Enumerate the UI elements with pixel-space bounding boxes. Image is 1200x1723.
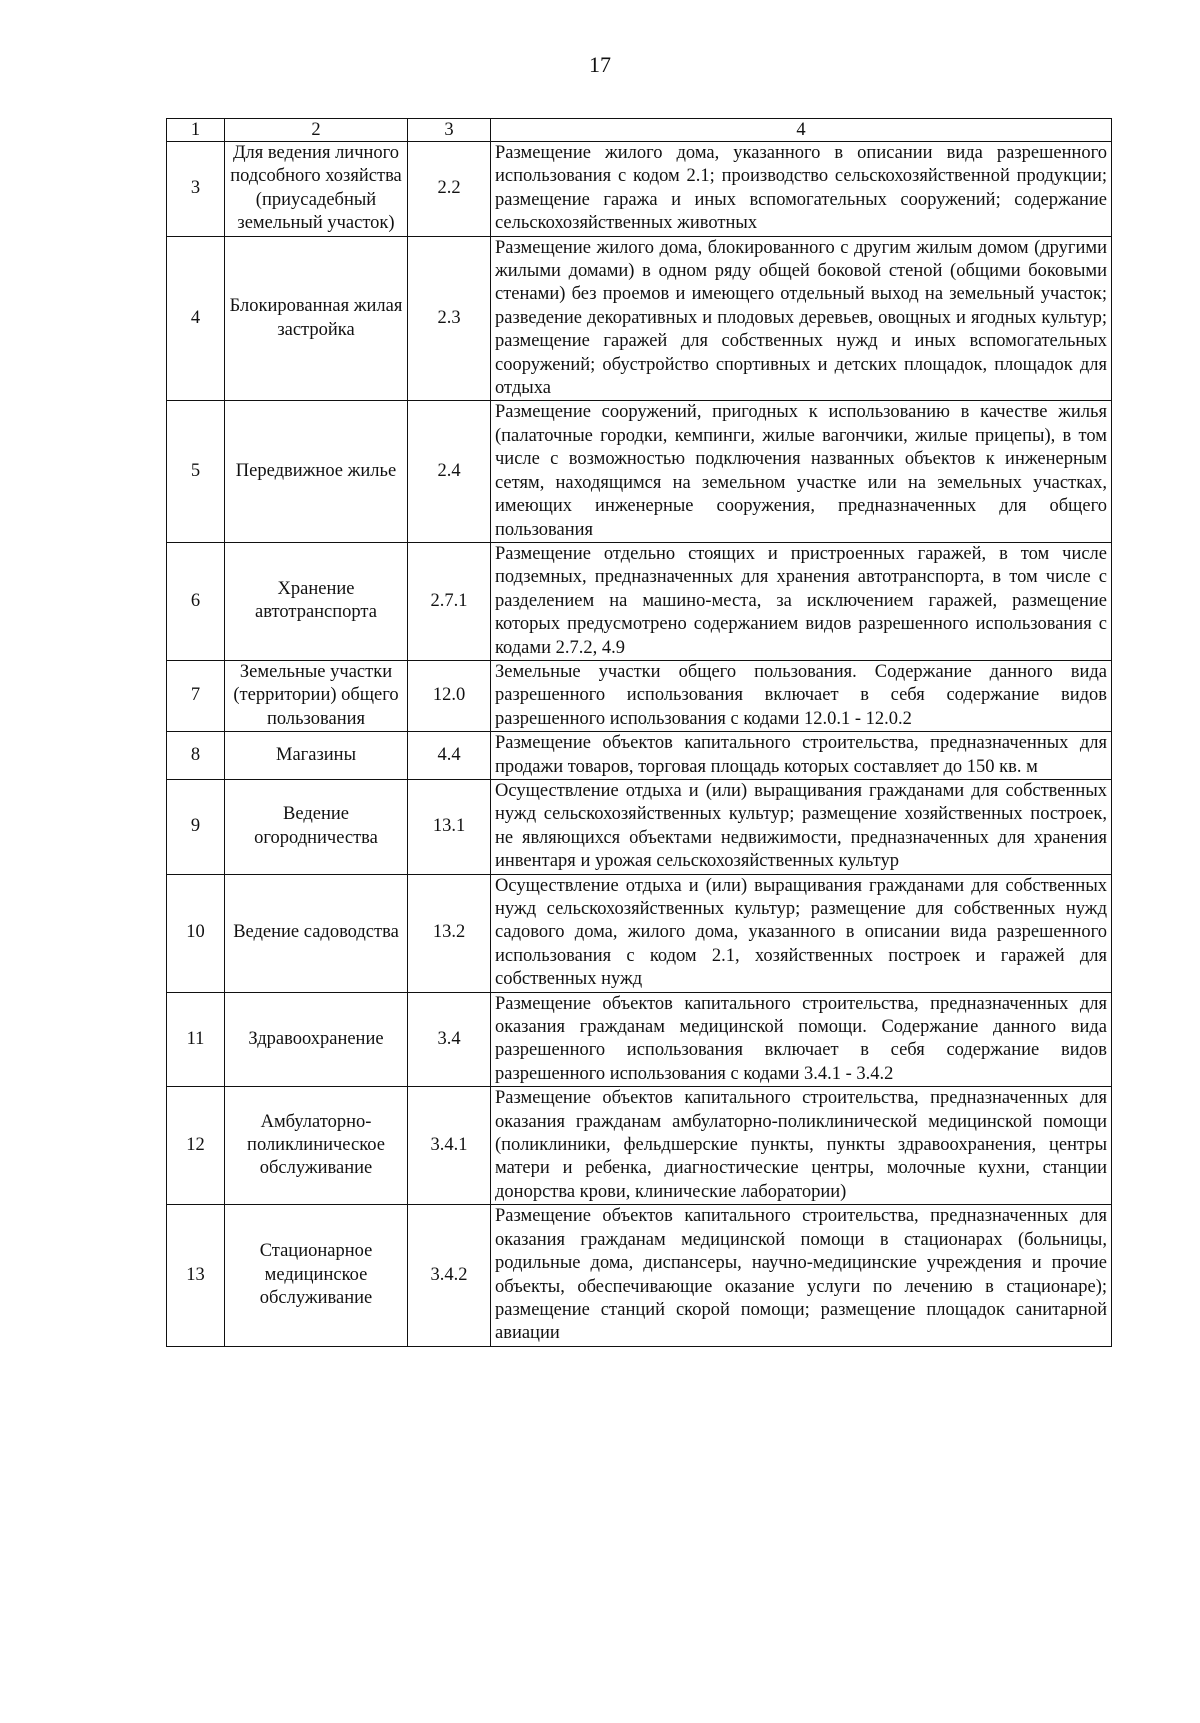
use-type-description: Размещение объектов капитального строительства, предназначенных для продажи товаров, торговая площадь которых составляет до 150 кв. м <box>491 732 1112 780</box>
table-row <box>167 236 1112 401</box>
row-number: 4 <box>167 236 225 401</box>
table-row <box>167 779 1112 874</box>
use-type-name: Ведение садоводства <box>225 874 408 992</box>
use-type-name: Земельные участки (территории) общего пользования <box>225 660 408 731</box>
row-number: 12 <box>167 1087 225 1205</box>
use-type-description: Осуществление отдыха и (или) выращивания гражданами для собственных нужд сельскохозяйственных культур; размещение для собственных нужд садового дома, жилого дома, указанного в описании вида разрешенного использования с кодом 2.1, хозяйственных построек и гаражей для собственных нужд <box>491 874 1112 992</box>
use-type-name: Ведение огородничества <box>225 779 408 874</box>
use-type-code: 12.0 <box>408 660 491 731</box>
row-number: 5 <box>167 401 225 542</box>
use-type-description: Размещение сооружений, пригодных к использованию в качестве жилья (палаточные городки, кемпинги, жилые вагончики, жилые прицепы), в том числе с возможностью подключения названных объектов к инженерным сетям, находящимся на земельном участке или на земельных участках, имеющих инженерные сооружения, предназначенных для общего пользования <box>491 401 1112 542</box>
use-type-code: 4.4 <box>408 732 491 780</box>
use-type-code: 13.2 <box>408 874 491 992</box>
table-row <box>167 874 1112 992</box>
row-number: 6 <box>167 542 225 660</box>
table-row <box>167 401 1112 542</box>
use-type-name: Здравоохранение <box>225 992 408 1087</box>
use-type-description: Размещение объектов капитального строительства, предназначенных для оказания гражданам медицинской помощи. Содержание данного вида разрешенного использования включает в себя содержание видов разрешенного использования с кодами 3.4.1 - 3.4.2 <box>491 992 1112 1087</box>
use-type-code: 3.4 <box>408 992 491 1087</box>
use-type-description: Размещение жилого дома, указанного в описании вида разрешенного использования с кодом 2.1; производство сельскохозяйственной продукции; размещение гаража и иных вспомогательных сооружений; содержание сельскохозяйственных животных <box>491 142 1112 237</box>
use-type-description: Размещение жилого дома, блокированного с другим жилым домом (другими жилыми домами) в одном ряду общей боковой стеной (общими боковыми стенами) без проемов и имеющего отдельный выход на земельный участок; разведение декоративных и плодовых деревьев, овощных и ягодных культур; размещение гаражей для собственных нужд и иных вспомогательных сооружений; обустройство спортивных и детских площадок, площадок для отдыха <box>491 236 1112 401</box>
use-type-description: Размещение объектов капитального строительства, предназначенных для оказания гражданам медицинской помощи в стационарах (больницы, родильные дома, диспансеры, научно-медицинские учреждения и прочие объекты, обеспечивающие оказание услуги по лечению в стационаре); размещение станций скорой помощи; размещение площадок санитарной авиации <box>491 1205 1112 1346</box>
use-type-code: 3.4.1 <box>408 1087 491 1205</box>
row-number: 9 <box>167 779 225 874</box>
use-type-name: Амбулаторно-поликлиническое обслуживание <box>225 1087 408 1205</box>
use-type-description: Размещение отдельно стоящих и пристроенных гаражей, в том числе подземных, предназначенных для хранения автотранспорта, в том числе с разделением на машино-места, за исключением гаражей, размещение которых предусмотрено содержанием видов разрешенного использования с кодами 2.7.2, 4.9 <box>491 542 1112 660</box>
use-type-name: Хранение автотранспорта <box>225 542 408 660</box>
header-col-2: 2 <box>225 119 408 142</box>
row-number: 8 <box>167 732 225 780</box>
header-col-4: 4 <box>491 119 1112 142</box>
table-row <box>167 992 1112 1087</box>
row-number: 7 <box>167 660 225 731</box>
use-type-description: Осуществление отдыха и (или) выращивания гражданами для собственных нужд сельскохозяйственных культур; размещение хозяйственных построек, не являющихся объектами недвижимости, предназначенных для хранения инвентаря и урожая сельскохозяйственных культур <box>491 779 1112 874</box>
table-row <box>167 1205 1112 1346</box>
table-row <box>167 732 1112 780</box>
table-row <box>167 542 1112 660</box>
table-row <box>167 142 1112 237</box>
use-type-code: 13.1 <box>408 779 491 874</box>
use-type-code: 2.2 <box>408 142 491 237</box>
header-col-3: 3 <box>408 119 491 142</box>
use-type-name: Блокированная жилая застройка <box>225 236 408 401</box>
use-type-name: Стационарное медицинское обслуживание <box>225 1205 408 1346</box>
table-header-row <box>167 119 1112 142</box>
use-type-code: 2.4 <box>408 401 491 542</box>
row-number: 3 <box>167 142 225 237</box>
header-col-1: 1 <box>167 119 225 142</box>
page-number: 17 <box>589 52 611 77</box>
table-row <box>167 660 1112 731</box>
use-type-name: Магазины <box>225 732 408 780</box>
use-type-description: Земельные участки общего пользования. Содержание данного вида разрешенного использования включает в себя содержание видов разрешенного использования с кодами 12.0.1 - 12.0.2 <box>491 660 1112 731</box>
use-type-description: Размещение объектов капитального строительства, предназначенных для оказания гражданам амбулаторно-поликлинической медицинской помощи (поликлиники, фельдшерские пункты, пункты здравоохранения, центры матери и ребенка, диагностические центры, молочные кухни, станции донорства крови, клинические лаборатории) <box>491 1087 1112 1205</box>
table-row <box>167 1087 1112 1205</box>
use-type-code: 2.3 <box>408 236 491 401</box>
use-type-code: 2.7.1 <box>408 542 491 660</box>
row-number: 13 <box>167 1205 225 1346</box>
use-type-code: 3.4.2 <box>408 1205 491 1346</box>
row-number: 10 <box>167 874 225 992</box>
row-number: 11 <box>167 992 225 1087</box>
use-type-name: Для ведения личного подсобного хозяйства (приусадебный земельный участок) <box>225 142 408 237</box>
use-type-name: Передвижное жилье <box>225 401 408 542</box>
land-use-table <box>166 118 1112 1347</box>
